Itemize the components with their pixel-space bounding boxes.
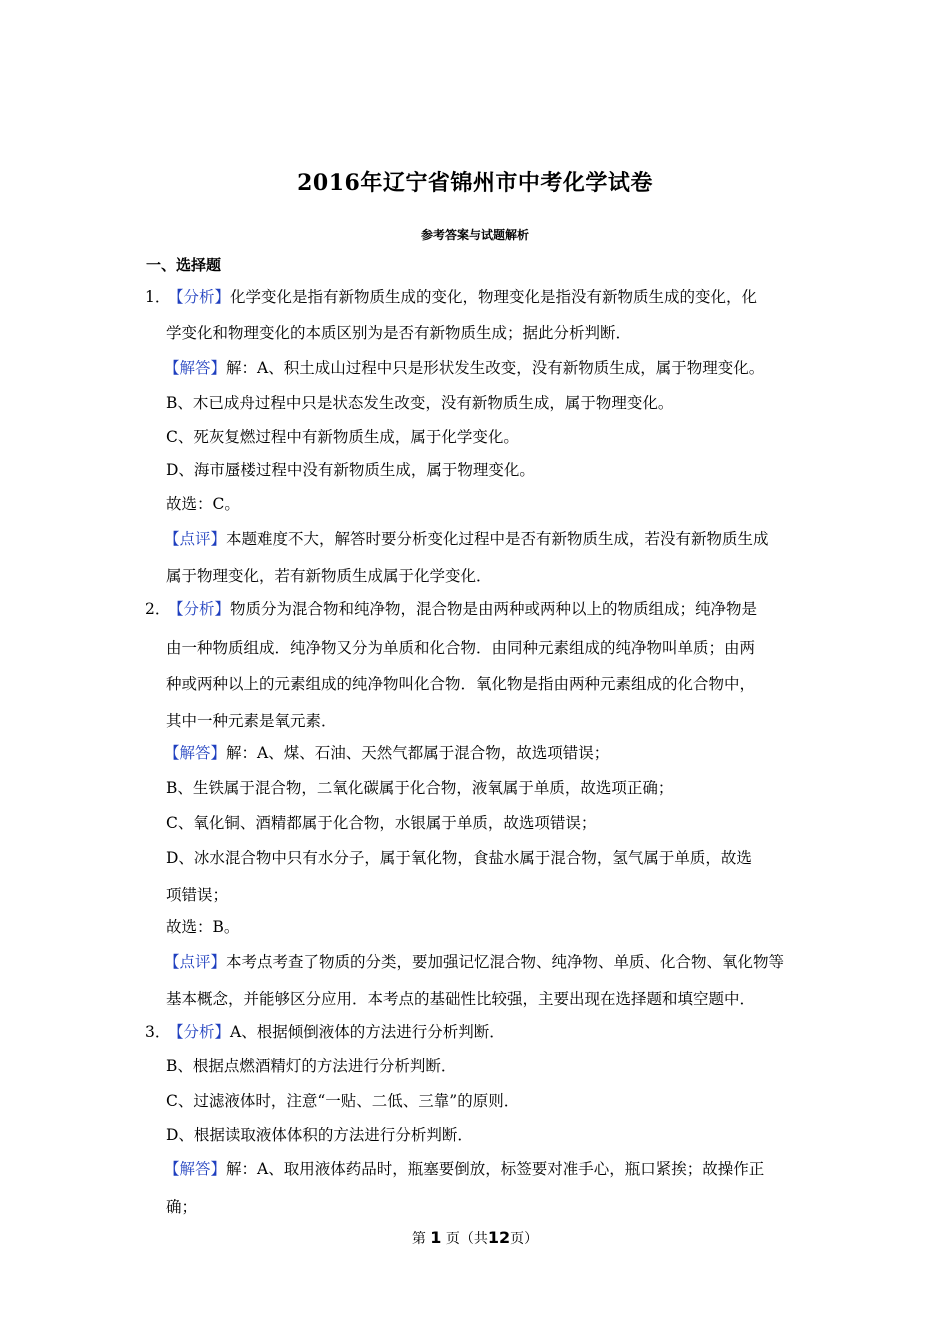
q1-review-line (164, 528, 769, 550)
analysis-tag: 【分析】 (168, 600, 231, 618)
q3-analysis-line (168, 1021, 505, 1043)
page-title: 2016年辽宁省锦州市中考化学试卷 (297, 170, 653, 196)
q1-review-text: 本题难度不大，解答时要分析变化过程中是否有新物质生成，若没有新物质生成 (226, 530, 769, 548)
q2-analysis-line (168, 598, 757, 620)
question-number: 1． (145, 288, 171, 306)
footer-total-pages: 12 (487, 1228, 511, 1247)
q3-analysis-b: B、根据点燃酒精灯的方法进行分析判断． (166, 1057, 457, 1075)
answer-tag: 【解答】 (164, 1160, 227, 1178)
q1-choice: 故选：C。 (166, 495, 240, 513)
q2-answer-line (164, 742, 609, 764)
q1-answer-line (164, 357, 764, 379)
footer-prefix: 第 (411, 1231, 426, 1247)
q2-answer-d: D、冰水混合物中只有水分子，属于氧化物，食盐水属于混合物，氢气属于单质，故选 (166, 849, 752, 867)
q2-answer-d-2: 项错误； (166, 886, 229, 904)
question-number: 2． (145, 600, 171, 618)
section-heading: 一、选择题 (146, 256, 222, 274)
review-tag: 【点评】 (164, 953, 227, 971)
footer-page-number: 1 (430, 1228, 442, 1247)
q1-analysis-line-2: 学变化和物理变化的本质区别为是否有新物质生成；据此分析判断． (166, 324, 632, 342)
q2-choice: 故选：B。 (166, 918, 240, 936)
q3-answer-a-2: 确； (166, 1198, 198, 1216)
q1-answer-d: D、海市蜃楼过程中没有新物质生成，属于物理变化。 (166, 461, 535, 479)
q3-analysis-c: C、过滤液体时，注意“一贴、二低、三靠”的原则． (166, 1092, 520, 1110)
q2-answer-a: 解：A、煤、石油、天然气都属于混合物，故选项错误； (226, 744, 610, 762)
q1-answer-c: C、死灰复燃过程中有新物质生成，属于化学变化。 (166, 428, 519, 446)
page-subtitle: 参考答案与试题解析 (420, 228, 529, 242)
q3-analysis-a: A、根据倾倒液体的方法进行分析判断． (230, 1023, 505, 1041)
q2-analysis-text: 物质分为混合物和纯净物，混合物是由两种或两种以上的物质组成；纯净物是 (230, 600, 758, 618)
q2-answer-c: C、氧化铜、酒精都属于化合物，水银属于单质，故选项错误； (166, 814, 597, 832)
footer-suffix: 页） (510, 1231, 539, 1247)
q3-analysis-d: D、根据读取液体体积的方法进行分析判断． (166, 1126, 473, 1144)
q3-answer-line (164, 1158, 764, 1180)
page-footer (0, 1228, 950, 1248)
analysis-tag: 【分析】 (168, 1023, 231, 1041)
q2-analysis-line-2: 由一种物质组成．纯净物又分为单质和化合物．由同种元素组成的纯净物叫单质；由两 (166, 639, 756, 657)
q2-review-text: 本考点考查了物质的分类，要加强记忆混合物、纯净物、单质、化合物、氧化物等 (226, 953, 785, 971)
q2-review-line (164, 951, 784, 973)
q3-answer-a: 解：A、取用液体药品时，瓶塞要倒放，标签要对准手心，瓶口紧挨；故操作正 (226, 1160, 765, 1178)
q2-answer-b: B、生铁属于混合物，二氧化碳属于化合物，液氧属于单质，故选项正确； (166, 779, 674, 797)
answer-tag: 【解答】 (164, 359, 227, 377)
q2-analysis-line-3: 种或两种以上的元素组成的纯净物叫化合物．氧化物是指由两种元素组成的化合物中， (166, 675, 756, 693)
analysis-tag: 【分析】 (168, 288, 231, 306)
question-number: 3． (145, 1023, 171, 1041)
footer-middle: 页（共 (445, 1231, 488, 1247)
q1-answer-b: B、木已成舟过程中只是状态发生改变，没有新物质生成，属于物理变化。 (166, 394, 674, 412)
q1-answer-a: 解：A、积土成山过程中只是形状发生改变，没有新物质生成，属于物理变化。 (226, 359, 765, 377)
answer-tag: 【解答】 (164, 744, 227, 762)
q1-analysis-line (168, 286, 757, 308)
q2-analysis-line-4: 其中一种元素是氧元素． (166, 712, 337, 730)
q1-analysis-text: 化学变化是指有新物质生成的变化，物理变化是指没有新物质生成的变化，化 (230, 288, 758, 306)
q2-review-line-2: 基本概念，并能够区分应用．本考点的基础性比较强，主要出现在选择题和填空题中． (166, 990, 756, 1008)
review-tag: 【点评】 (164, 530, 227, 548)
q1-review-line-2: 属于物理变化，若有新物质生成属于化学变化． (166, 567, 492, 585)
